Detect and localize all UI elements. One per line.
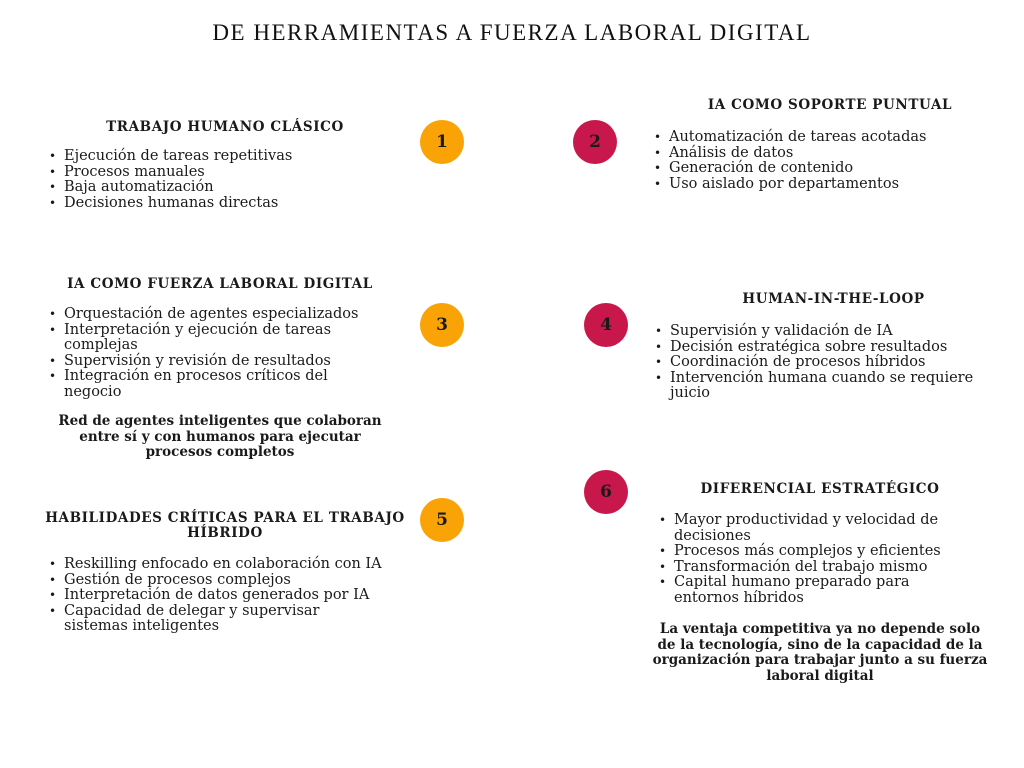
step-4-heading: HUMAN-IN-THE-LOOP	[742, 291, 925, 307]
step-2-list	[650, 130, 1010, 192]
list-item: • Baja automatización	[64, 180, 405, 196]
step-3-list	[45, 307, 364, 400]
list-item: • Ejecución de tareas repetitivas	[64, 149, 405, 165]
step-4-list	[651, 324, 1016, 402]
list-item: • Automatización de tareas acotadas	[669, 130, 1010, 146]
list-item: • Capacidad de delegar y supervisar sistemas inteligentes	[64, 604, 384, 635]
list-item: • Uso aislado por departamentos	[669, 177, 1010, 193]
list-item: • Mayor productividad y velocidad de decisiones	[674, 513, 974, 544]
step-2-heading: IA COMO SOPORTE PUNTUAL	[707, 97, 953, 113]
step-4-block	[651, 292, 1016, 402]
step-5-circle: 5	[420, 498, 464, 542]
list-item: • Generación de contenido	[669, 161, 1010, 177]
step-1-heading: TRABAJO HUMANO CLÁSICO	[106, 119, 344, 135]
list-item: • Decisión estratégica sobre resultados	[670, 340, 1016, 356]
step-6-note: La ventaja competitiva ya no depende solo de la tecnología, sino de la capacidad de la organización para trabajar junto a su fuerza laboral digital	[652, 621, 988, 684]
list-item: • Coordinación de procesos híbridos	[670, 355, 1016, 371]
step-2-block	[650, 98, 1010, 192]
step-6-list	[650, 513, 974, 606]
list-item: • Orquestación de agentes especializados	[64, 307, 364, 323]
list-item: • Supervisión y validación de IA	[670, 324, 1016, 340]
list-item: • Supervisión y revisión de resultados	[64, 354, 364, 370]
list-item: • Intervención humana cuando se requiere juicio	[670, 371, 1016, 402]
list-item: • Reskilling enfocado en colaboración con IA	[64, 557, 384, 573]
step-6-circle: 6	[584, 470, 628, 514]
step-4-circle: 4	[584, 303, 628, 347]
list-item: • Interpretación de datos generados por IA	[64, 588, 384, 604]
step-5-list	[45, 557, 384, 635]
list-item: • Procesos más complejos y eficientes	[674, 544, 974, 560]
step-5-heading: HABILIDADES CRÍTICAS PARA EL TRABAJO HÍBRIDO	[45, 510, 405, 541]
step-6-block	[650, 482, 990, 684]
list-item: • Decisiones humanas directas	[64, 196, 405, 212]
page-title: DE HERRAMIENTAS A FUERZA LABORAL DIGITAL	[212, 20, 812, 45]
step-5-block	[45, 511, 405, 635]
list-item: • Análisis de datos	[669, 146, 1010, 162]
step-1-circle: 1	[420, 120, 464, 164]
list-item: • Procesos manuales	[64, 165, 405, 181]
step-3-circle: 3	[420, 303, 464, 347]
step-3-block	[45, 277, 395, 461]
list-item: • Gestión de procesos complejos	[64, 573, 384, 589]
list-item: • Transformación del trabajo mismo	[674, 560, 974, 576]
step-1-list	[45, 149, 405, 211]
step-6-heading: DIFERENCIAL ESTRATÉGICO	[700, 481, 940, 497]
step-3-note: Red de agentes inteligentes que colaboran entre sí y con humanos para ejecutar procesos completos	[58, 413, 382, 460]
list-item: • Interpretación y ejecución de tareas complejas	[64, 323, 364, 354]
step-3-heading: IA COMO FUERZA LABORAL DIGITAL	[67, 276, 373, 292]
list-item: • Integración en procesos críticos del negocio	[64, 369, 364, 400]
list-item: • Capital humano preparado para entornos híbridos	[674, 575, 974, 606]
step-1-block	[45, 120, 405, 211]
step-2-circle: 2	[573, 120, 617, 164]
